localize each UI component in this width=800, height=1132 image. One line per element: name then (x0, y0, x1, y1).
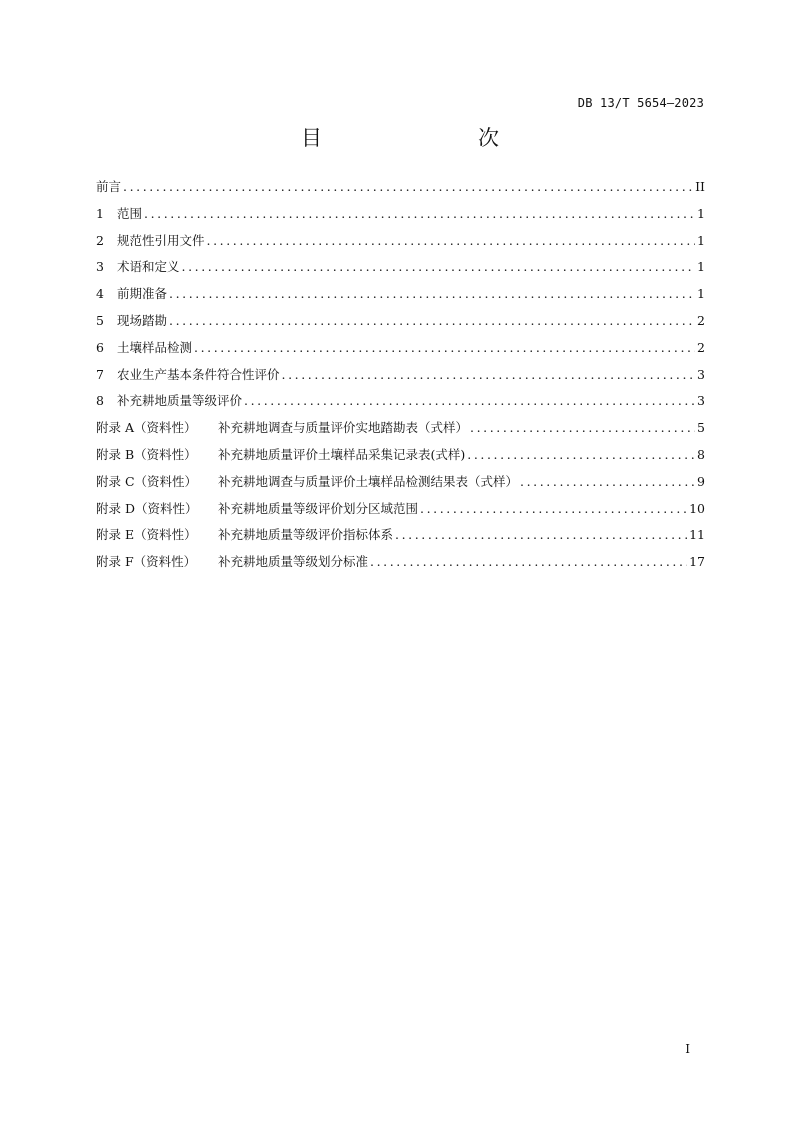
toc-entry-number: 7 (96, 366, 104, 382)
toc-entry[interactable] (96, 391, 705, 418)
toc-entry[interactable] (96, 177, 705, 204)
toc-entry-page: 1 (697, 205, 705, 221)
toc-entry-appendix-prefix: 附录 E（资料性） (96, 527, 197, 543)
toc-dot-leader (169, 286, 695, 301)
toc-entry-number: 3 (96, 259, 104, 275)
toc-entry[interactable] (96, 499, 705, 526)
toc-entry-label (96, 499, 418, 517)
toc-entry[interactable] (96, 311, 705, 338)
toc-entry-appendix-prefix: 附录 A（资料性） (96, 420, 197, 436)
toc-entry-text: 规范性引用文件 (117, 232, 205, 248)
toc-dot-leader (282, 367, 695, 382)
toc-entry-text: 补充耕地质量等级评价划分区域范围 (218, 500, 419, 516)
toc-entry-appendix-prefix: 附录 F（资料性） (96, 554, 197, 570)
toc-dot-leader (123, 179, 693, 194)
toc-entry-label (96, 284, 167, 302)
toc-entry-text: 补充耕地质量等级划分标准 (218, 554, 369, 570)
toc-dot-leader (470, 420, 695, 435)
toc-entry[interactable] (96, 552, 705, 579)
toc-entry-label (96, 552, 368, 570)
toc-entry-appendix-prefix: 附录 B（资料性） (96, 446, 197, 462)
toc-entry-text: 前言 (96, 179, 122, 194)
toc-entry-page: II (695, 179, 705, 194)
toc-entry-text: 补充耕地调查与质量评价实地踏勘表（式样） (218, 420, 469, 436)
toc-dot-leader (467, 447, 695, 462)
toc-entry-number: 2 (96, 232, 104, 248)
page-title: 目 次 (301, 126, 537, 150)
toc-entry-text: 术语和定义 (117, 259, 180, 275)
toc-dot-leader (194, 340, 695, 355)
toc-entry-page: 5 (697, 420, 705, 436)
toc-entry-appendix-prefix: 附录 C（资料性） (96, 473, 198, 489)
toc-entry-label (96, 204, 142, 222)
standard-code: DB 13/T 5654—2023 (577, 96, 704, 110)
toc-dot-leader (182, 259, 695, 274)
toc-entry-text: 土壤样品检测 (117, 339, 193, 355)
toc-entry-page: 8 (697, 446, 705, 462)
toc-dot-leader (244, 393, 695, 408)
toc-entry-label (96, 257, 180, 275)
toc-entry-text: 补充耕地质量等级评价指标体系 (218, 527, 394, 543)
toc-entry-page: 3 (697, 366, 705, 382)
toc-entry-label (96, 445, 465, 463)
toc-entry-page: 3 (697, 393, 705, 409)
toc-entry-label (96, 472, 518, 490)
toc-entry-page: 1 (697, 232, 705, 248)
toc-entry-page: 2 (697, 312, 705, 328)
toc-entry-label (96, 391, 242, 409)
toc-entry[interactable] (96, 231, 705, 258)
toc-entry-text: 范围 (117, 205, 143, 221)
toc-entry[interactable] (96, 365, 705, 392)
toc-entry-label (96, 338, 192, 356)
toc-entry-text: 补充耕地质量评价土壤样品采集记录表(式样) (218, 446, 466, 462)
toc-entry[interactable] (96, 284, 705, 311)
toc-entry-page: 10 (689, 500, 705, 516)
toc-entry-label (96, 311, 167, 329)
toc-entry[interactable] (96, 525, 705, 552)
toc-entry-page: 17 (689, 554, 705, 570)
toc-entry-page: 11 (689, 527, 705, 543)
toc-entry-page: 1 (697, 286, 705, 302)
toc-entry-label (96, 365, 280, 383)
toc-entry-number: 6 (96, 339, 104, 355)
toc-entry-page: 2 (697, 339, 705, 355)
toc-entry-text: 补充耕地调查与质量评价土壤样品检测结果表（式样） (218, 473, 519, 489)
toc-dot-leader (169, 313, 695, 328)
toc-dot-leader (144, 206, 695, 221)
toc-entry-number: 4 (96, 286, 104, 302)
toc-entry-text: 现场踏勘 (117, 312, 168, 328)
toc-dot-leader (520, 474, 695, 489)
toc-entry[interactable] (96, 338, 705, 365)
toc-entry[interactable] (96, 418, 705, 445)
toc-entry-text: 农业生产基本条件符合性评价 (117, 366, 280, 382)
toc-entry-text: 补充耕地质量等级评价 (117, 393, 243, 409)
toc-entry-text: 前期准备 (117, 286, 168, 302)
toc-entry[interactable] (96, 204, 705, 231)
toc-entry-label (96, 525, 393, 543)
toc-dot-leader (395, 527, 687, 542)
toc-entry-page: 9 (697, 473, 705, 489)
toc-dot-leader (420, 501, 687, 516)
toc-entry[interactable] (96, 445, 705, 472)
toc-entry[interactable] (96, 472, 705, 499)
toc-entry-number: 8 (96, 393, 104, 409)
toc-entry-label (96, 418, 468, 436)
table-of-contents (96, 177, 705, 579)
toc-entry-number: 1 (96, 205, 104, 221)
toc-entry-appendix-prefix: 附录 D（资料性） (96, 500, 198, 516)
footer-page-number: I (685, 1042, 690, 1056)
toc-entry-label (96, 231, 205, 249)
toc-entry-label (96, 177, 121, 195)
toc-dot-leader (207, 233, 695, 248)
toc-dot-leader (370, 554, 687, 569)
toc-entry[interactable] (96, 257, 705, 284)
toc-entry-page: 1 (697, 259, 705, 275)
toc-entry-number: 5 (96, 312, 104, 328)
